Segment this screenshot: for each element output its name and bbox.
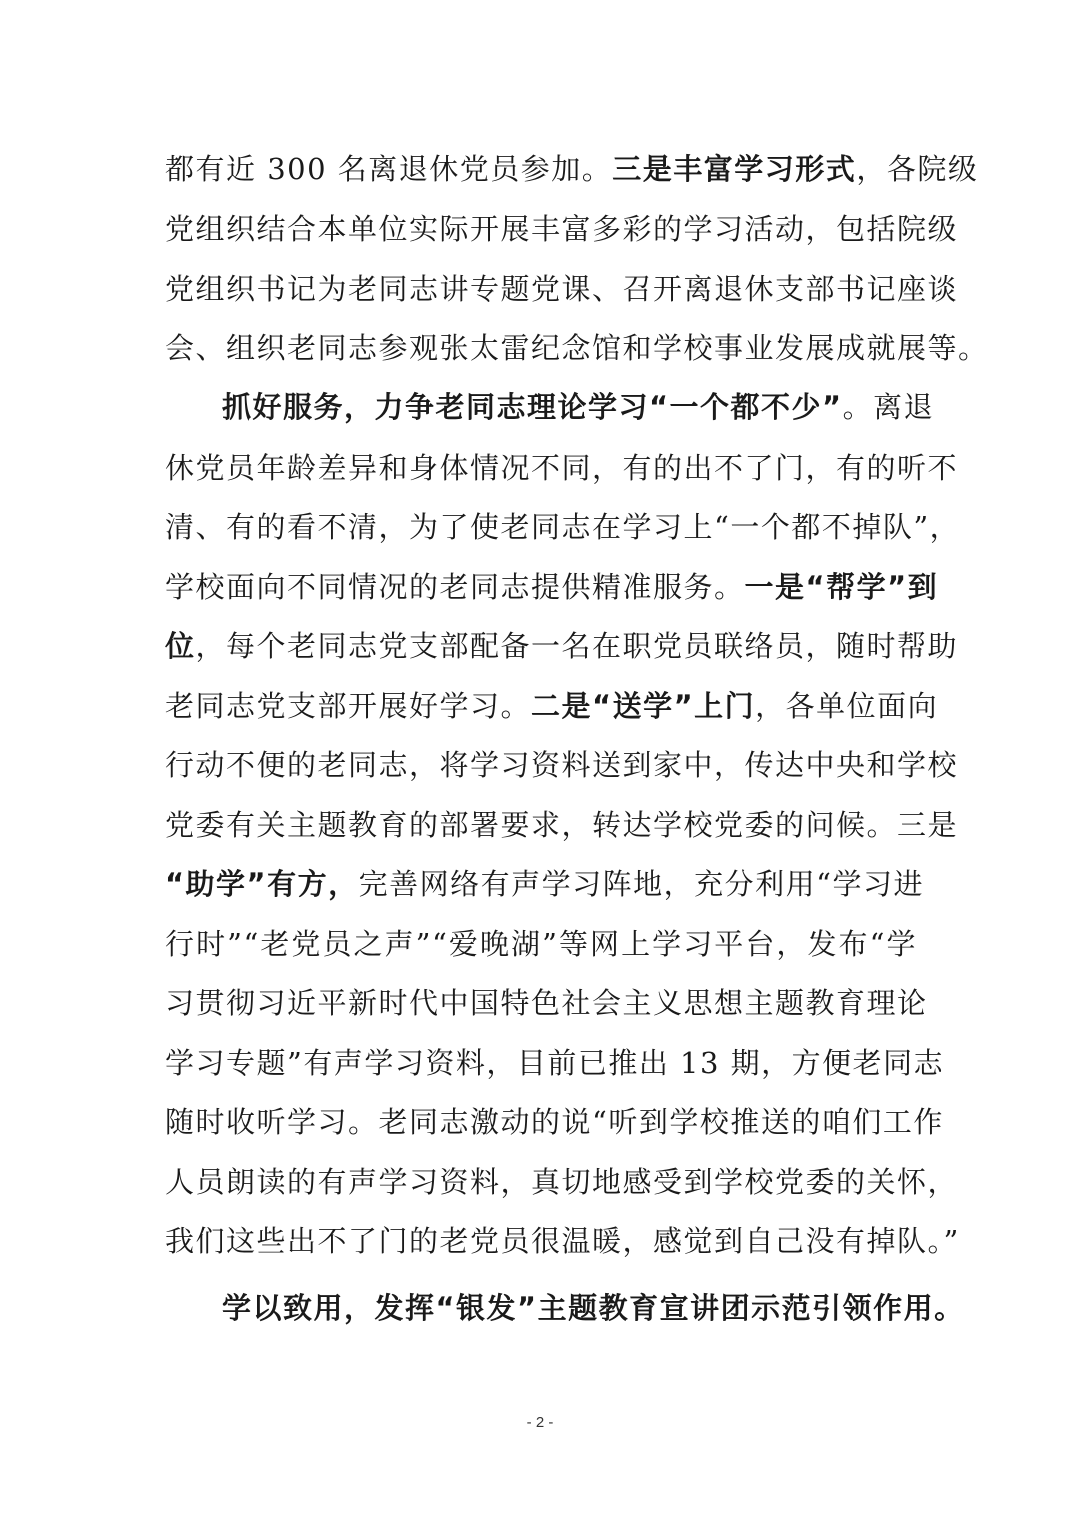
text-run: 党组织结合本单位实际开展丰富多彩的学习活动，包括院级 xyxy=(165,212,959,246)
text-line xyxy=(165,626,959,666)
paragraph-heading-line xyxy=(222,1288,965,1328)
page-number: - 2 - xyxy=(526,1414,554,1431)
bold-text-run: 一是“帮学”到 xyxy=(744,570,939,604)
text-line xyxy=(165,269,959,309)
text-run: 。离退 xyxy=(842,390,935,424)
text-run: 党委有关主题教育的部署要求，转达学校党委的问候。三是 xyxy=(165,808,959,842)
text-line xyxy=(165,448,959,488)
text-run: 党组织书记为老同志讲专题党课、召开离退休支部书记座谈 xyxy=(165,272,959,306)
text-run: 都有近 300 名离退休党员参加。 xyxy=(165,152,613,186)
text-line xyxy=(165,1221,960,1261)
text-line xyxy=(165,924,917,964)
text-line xyxy=(165,805,959,845)
text-line xyxy=(165,1102,944,1142)
text-run: 人员朗读的有声学习资料，真切地感受到学校党委的关怀， xyxy=(165,1165,959,1199)
text-line xyxy=(165,149,979,189)
text-line xyxy=(165,745,959,785)
text-line xyxy=(165,686,939,726)
text-run: 会、组织老同志参观张太雷纪念馆和学校事业发展成就展等。 xyxy=(165,331,989,365)
text-run: 清、有的看不清，为了使老同志在学习上“一个都不掉队”， xyxy=(165,510,961,544)
bold-text-run: 抓好服务，力争老同志理论学习“一个都不少” xyxy=(222,390,843,424)
bold-text-run: “助学”有方， xyxy=(165,867,359,901)
bold-text-run: 学以致用，发挥“银发”主题教育宣讲团示范引领作用。 xyxy=(222,1291,965,1325)
text-run: 学校面向不同情况的老同志提供精准服务。 xyxy=(165,570,745,604)
text-line xyxy=(165,209,959,249)
text-run: 随时收听学习。老同志激动的说“听到学校推送的咱们工作 xyxy=(165,1105,944,1139)
text-run: 习贯彻习近平新时代中国特色社会主义思想主题教育理论 xyxy=(165,986,928,1020)
text-line xyxy=(165,1162,959,1202)
text-line xyxy=(165,507,961,547)
text-line xyxy=(165,567,939,607)
text-line xyxy=(165,864,924,904)
paragraph-heading-line xyxy=(222,387,935,427)
text-run: 完善网络有声学习阵地，充分利用“学习进 xyxy=(358,867,924,901)
text-line xyxy=(165,1043,945,1083)
text-run: 行时”“老党员之声”“爱晚湖”等网上学习平台，发布“学 xyxy=(165,927,917,961)
text-run: ，各院级 xyxy=(856,152,979,186)
bold-text-run: 二是“送学”上门 xyxy=(531,689,756,723)
text-line xyxy=(165,328,989,368)
text-run: 我们这些出不了门的老党员很温暖，感觉到自己没有掉队。” xyxy=(165,1224,960,1258)
text-run: 休党员年龄差异和身体情况不同，有的出不了门，有的听不 xyxy=(165,451,959,485)
text-run: ，每个老同志党支部配备一名在职党员联络员，随时帮助 xyxy=(195,629,959,663)
bold-text-run: 三是丰富学习形式 xyxy=(612,152,857,186)
text-run: 学习专题”有声学习资料，目前已推出 13 期，方便老同志 xyxy=(165,1046,945,1080)
text-run: 行动不便的老同志，将学习资料送到家中，传达中央和学校 xyxy=(165,748,959,782)
text-line xyxy=(165,983,928,1023)
bold-text-run: 位 xyxy=(165,629,196,663)
text-run: 老同志党支部开展好学习。 xyxy=(165,689,532,723)
text-run: ，各单位面向 xyxy=(755,689,939,723)
